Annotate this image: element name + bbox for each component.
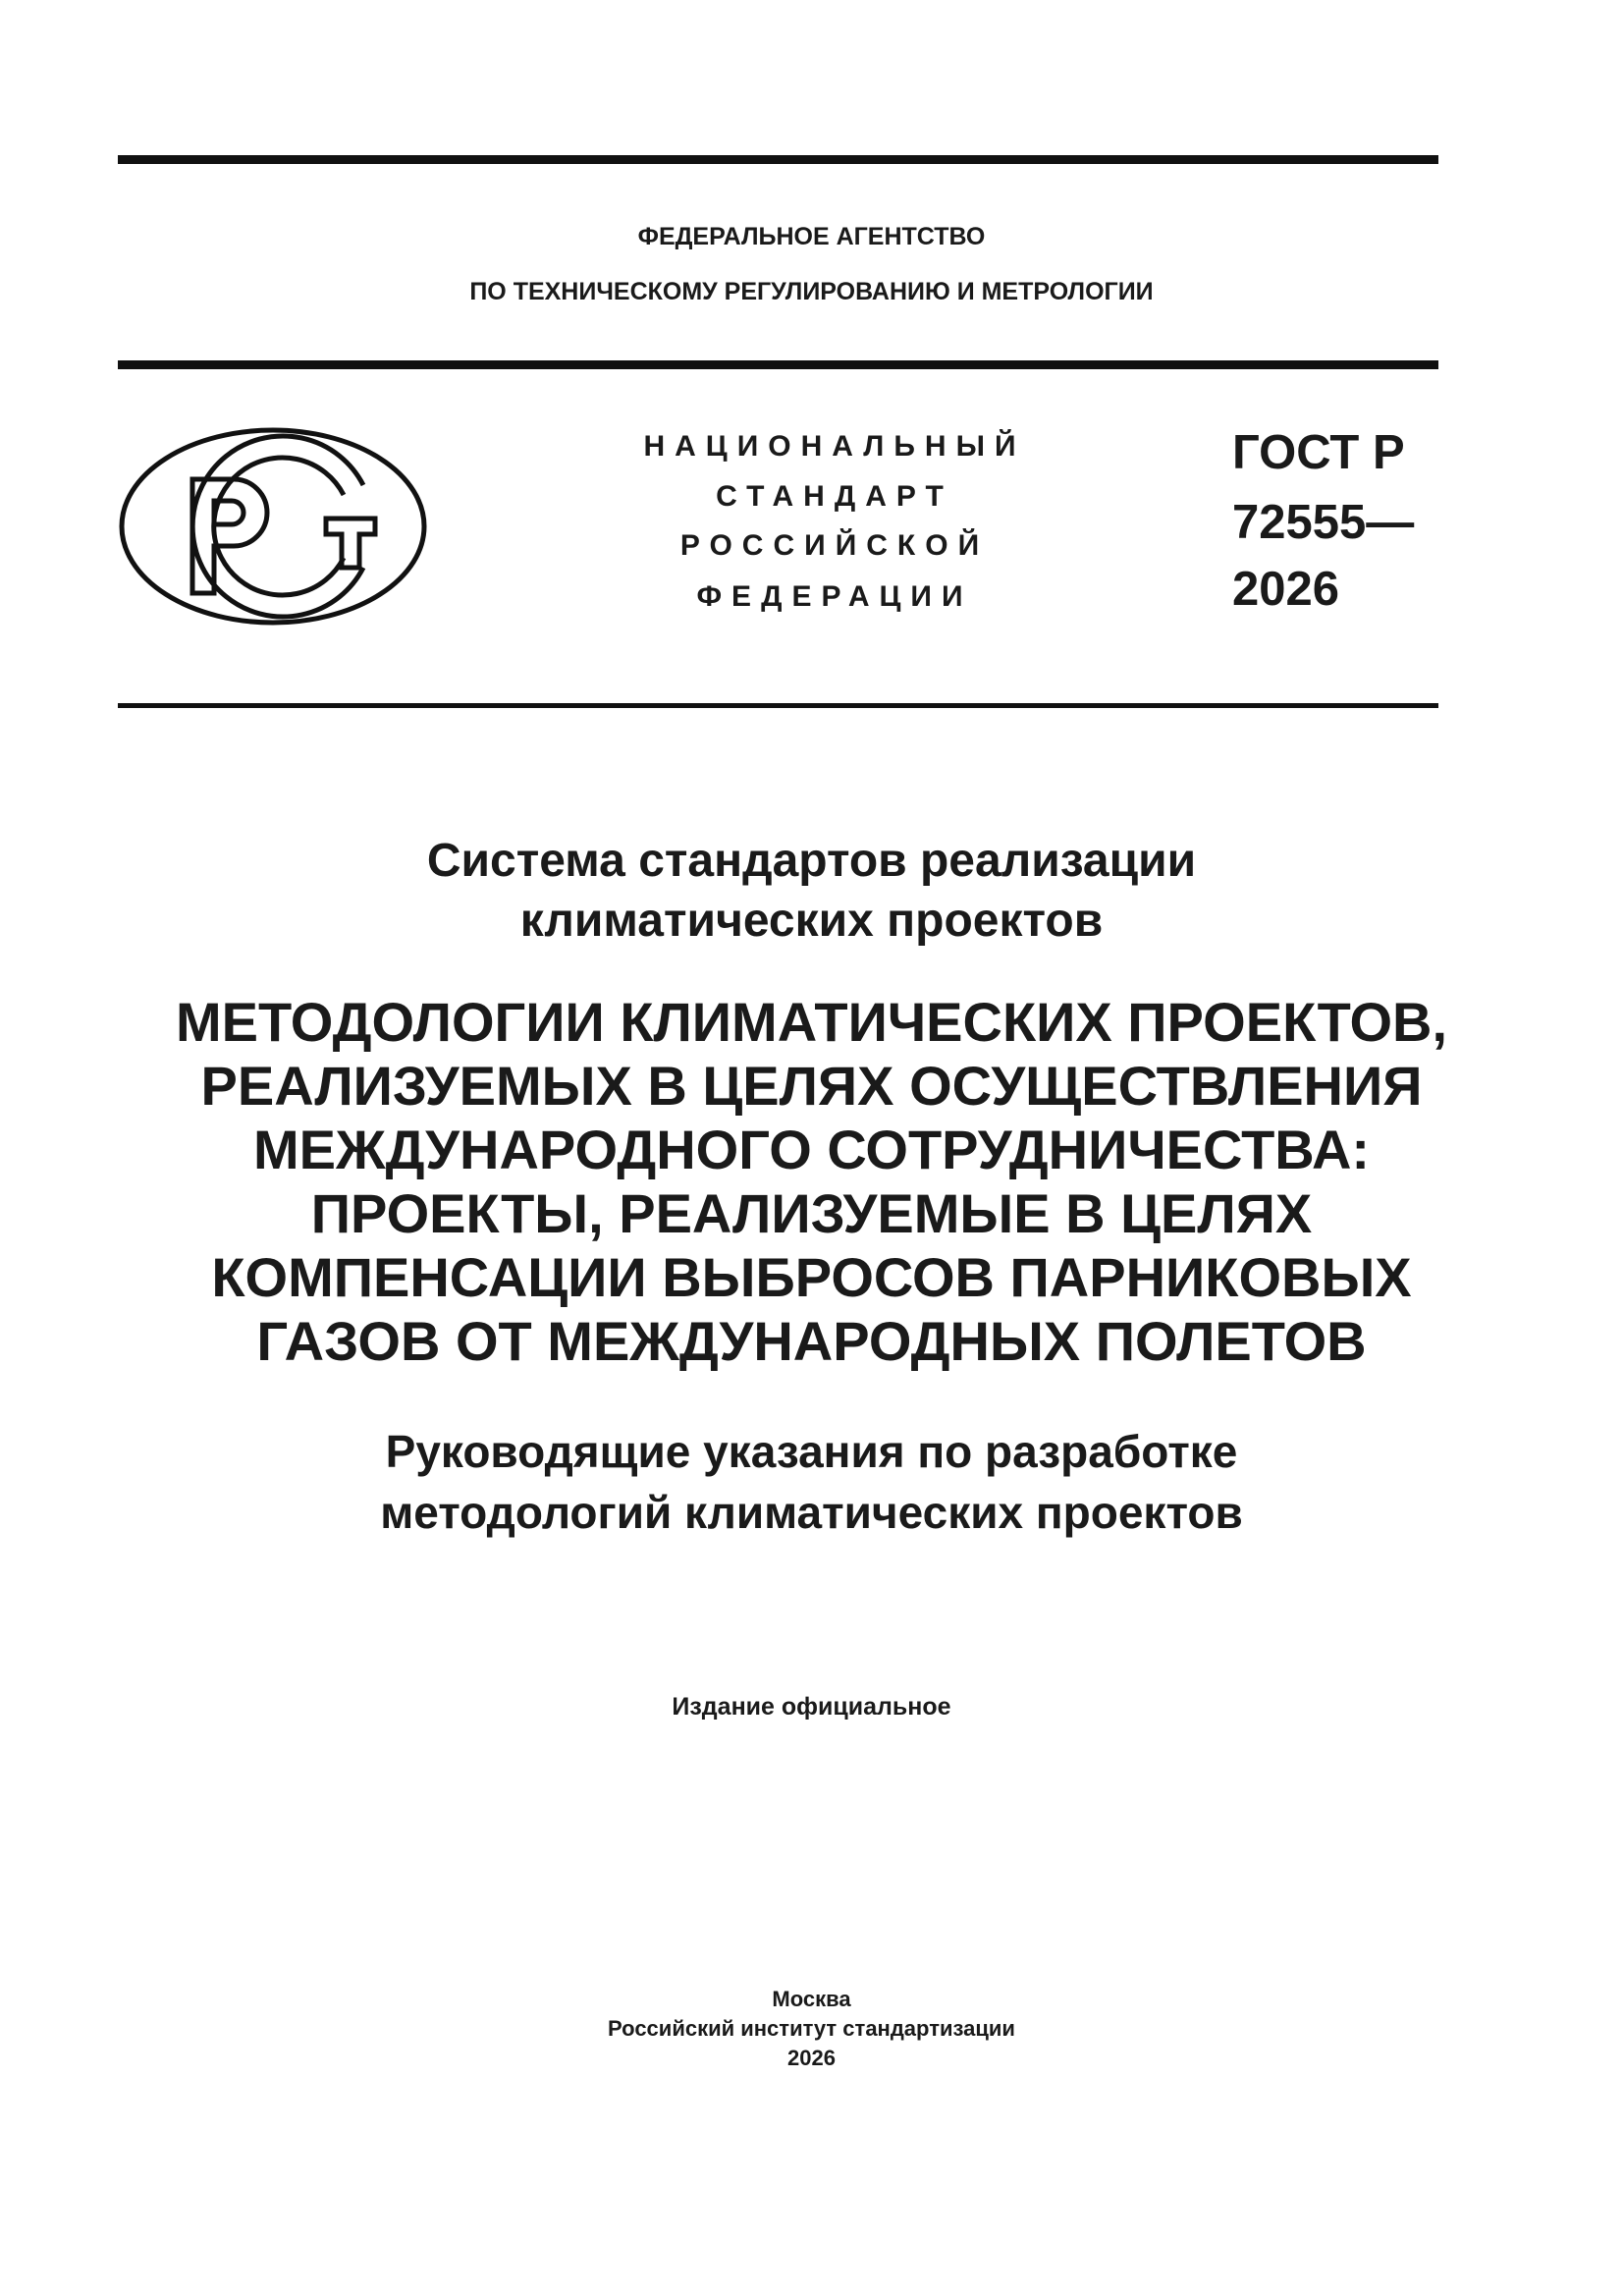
series-title-line-1: Система стандартов реализации [426, 835, 1197, 887]
agency-line-2: ПО ТЕХНИЧЕСКОМУ РЕГУЛИРОВАНИЮ И МЕТРОЛОГИИ [469, 278, 1154, 305]
standard-type-line-1: НАЦИОНАЛЬНЫЙ [643, 430, 1026, 463]
masthead-rule [118, 703, 1438, 708]
edition-label: Издание официальное [672, 1693, 951, 1721]
main-title [79, 990, 1544, 1373]
agency-line-1: ФЕДЕРАЛЬНОЕ АГЕНТСТВО [637, 223, 986, 250]
standard-type-line-3: РОССИЙСКОЙ [679, 529, 990, 562]
standard-type-line-2: СТАНДАРТ [716, 480, 953, 513]
subtitle-line-2: методологий климатических проектов [380, 1487, 1243, 1538]
imprint-year: 2026 [787, 2046, 836, 2070]
main-title-line-6: ГАЗОВ ОТ МЕЖДУНАРОДНЫХ ПОЛЕТОВ [256, 1310, 1367, 1372]
designation-line-3: 2026 [1232, 563, 1340, 616]
subtitle-line-1: Руководящие указания по разработке [385, 1426, 1238, 1477]
header-rule [118, 360, 1438, 369]
main-title-line-2: РЕАЛИЗУЕМЫХ В ЦЕЛЯХ ОСУЩЕСТВЛЕНИЯ [200, 1055, 1423, 1117]
main-title-line-5: КОМПЕНСАЦИИ ВЫБРОСОВ ПАРНИКОВЫХ [211, 1246, 1412, 1308]
designation-line-2: 72555— [1232, 496, 1415, 549]
standard-type-line-4: ФЕДЕРАЦИИ [696, 580, 973, 613]
subtitle [79, 1421, 1544, 1543]
gost-r-logo-icon [116, 424, 430, 629]
main-title-line-3: МЕЖДУНАРОДНОГО СОТРУДНИЧЕСТВА: [252, 1119, 1371, 1180]
main-title-line-1: МЕТОДОЛОГИИ КЛИМАТИЧЕСКИХ ПРОЕКТОВ, [175, 991, 1448, 1053]
imprint-city: Москва [772, 1987, 851, 2011]
series-title-line-2: климатических проектов [519, 895, 1104, 947]
designation-line-1: ГОСТ Р [1232, 426, 1405, 479]
imprint-publisher: Российский институт стандартизации [608, 2016, 1015, 2041]
main-title-line-4: ПРОЕКТЫ, РЕАЛИЗУЕМЫЕ В ЦЕЛЯХ [310, 1182, 1313, 1244]
imprint [79, 1985, 1544, 2073]
top-rule [118, 155, 1438, 164]
series-title [79, 831, 1544, 951]
